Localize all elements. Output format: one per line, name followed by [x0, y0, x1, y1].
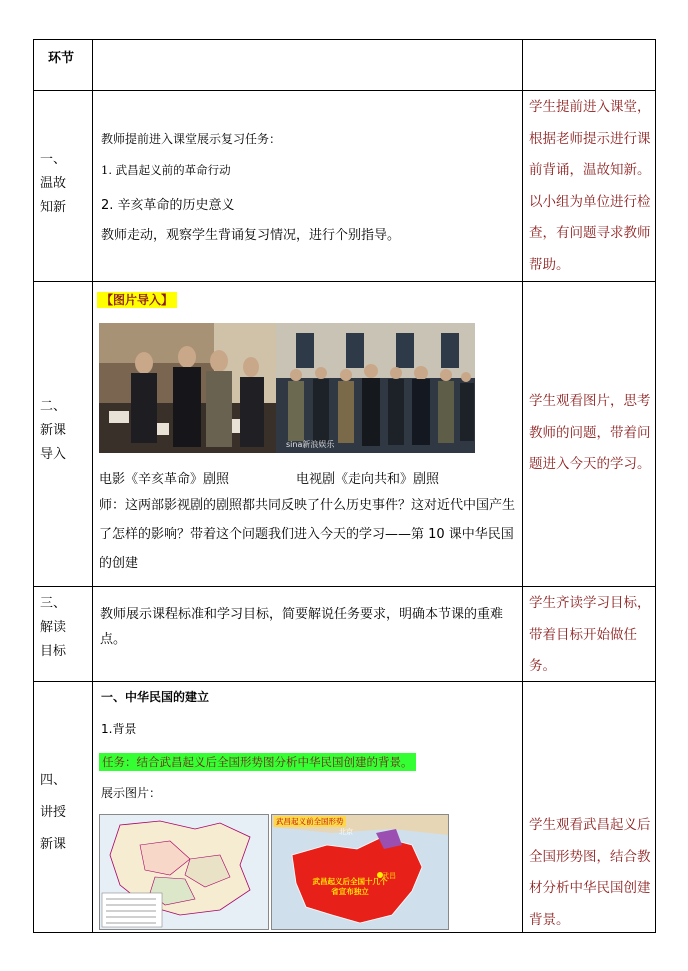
student-activity-3: 学生齐读学习目标，带着目标开始做任务。: [529, 595, 651, 674]
film-caption: 电影《辛亥革命》剧照: [99, 472, 230, 487]
student-activity-4: 学生观看武昌起义后全国形势图，结合教材分析中华民国创建背景。: [529, 817, 651, 928]
map-title: 武昌起义前全国形势: [276, 817, 344, 826]
map-task: 任务：结合武昌起义后全国形势图分析中华民国创建的背景。: [99, 751, 416, 770]
header-stage-label: 环节: [48, 51, 75, 66]
section-title: 一、中华民国的建立: [101, 690, 210, 704]
row-divider: [34, 586, 655, 587]
column-divider: [92, 40, 93, 932]
map-city-beijing: 北京: [339, 828, 353, 836]
show-image-label: 展示图片：: [101, 786, 162, 800]
teacher-goals: 教师展示课程标准和学习目标，简要解说任务要求，明确本节课的重难点。: [100, 607, 504, 647]
stage-label-3: 三、 解读 目标: [40, 596, 67, 659]
lesson-plan-table: [33, 39, 656, 933]
stage-label-1: 一、 温故 知新: [40, 152, 67, 215]
row-divider: [34, 90, 655, 91]
map-city-wuchang: 武昌: [382, 872, 396, 880]
teacher-intro: 教师提前进入课堂展示复习任务：: [101, 132, 282, 146]
tv-still-photo: [276, 323, 475, 453]
teacher-question: 师：这两部影视剧的剧照都共同反映了什么历史事件？这对近代中国产生了怎样的影响？带着这个问题我们进入今天的学习——第 10 课中华民国的创建: [99, 498, 516, 571]
film-still-photo: [99, 323, 276, 453]
china-political-map: [99, 814, 269, 930]
stage-label-4: 四、 讲授 新课: [40, 773, 67, 852]
student-activity-2: 学生观看图片，思考教师的问题，带着问题进入今天的学习。: [529, 393, 651, 472]
review-task-2: 2. 辛亥革命的历史意义: [101, 198, 235, 213]
review-task-1: 1. 武昌起义前的革命行动: [101, 163, 231, 177]
image-intro-tag: 【图片导入】: [97, 289, 177, 308]
column-divider: [522, 40, 523, 932]
teacher-action: 教师走动，观察学生背诵复习情况，进行个别指导。: [101, 228, 401, 243]
wuchang-uprising-map: [271, 814, 449, 930]
map-independence-label: 武昌起义后全国十几个省宣布独立: [312, 877, 388, 896]
photo-watermark: sina新浪娱乐: [286, 440, 335, 449]
student-activity-1: 学生提前进入课堂，根据老师提示进行课前背诵，温故知新。以小组为单位进行检查，有问题寻求教师帮助。: [529, 99, 651, 273]
sub-title: 1.背景: [101, 722, 137, 736]
stage-label-2: 二、 新课 导入: [40, 399, 67, 462]
tv-caption: 电视剧《走向共和》剧照: [296, 472, 440, 487]
row-divider: [34, 281, 655, 282]
